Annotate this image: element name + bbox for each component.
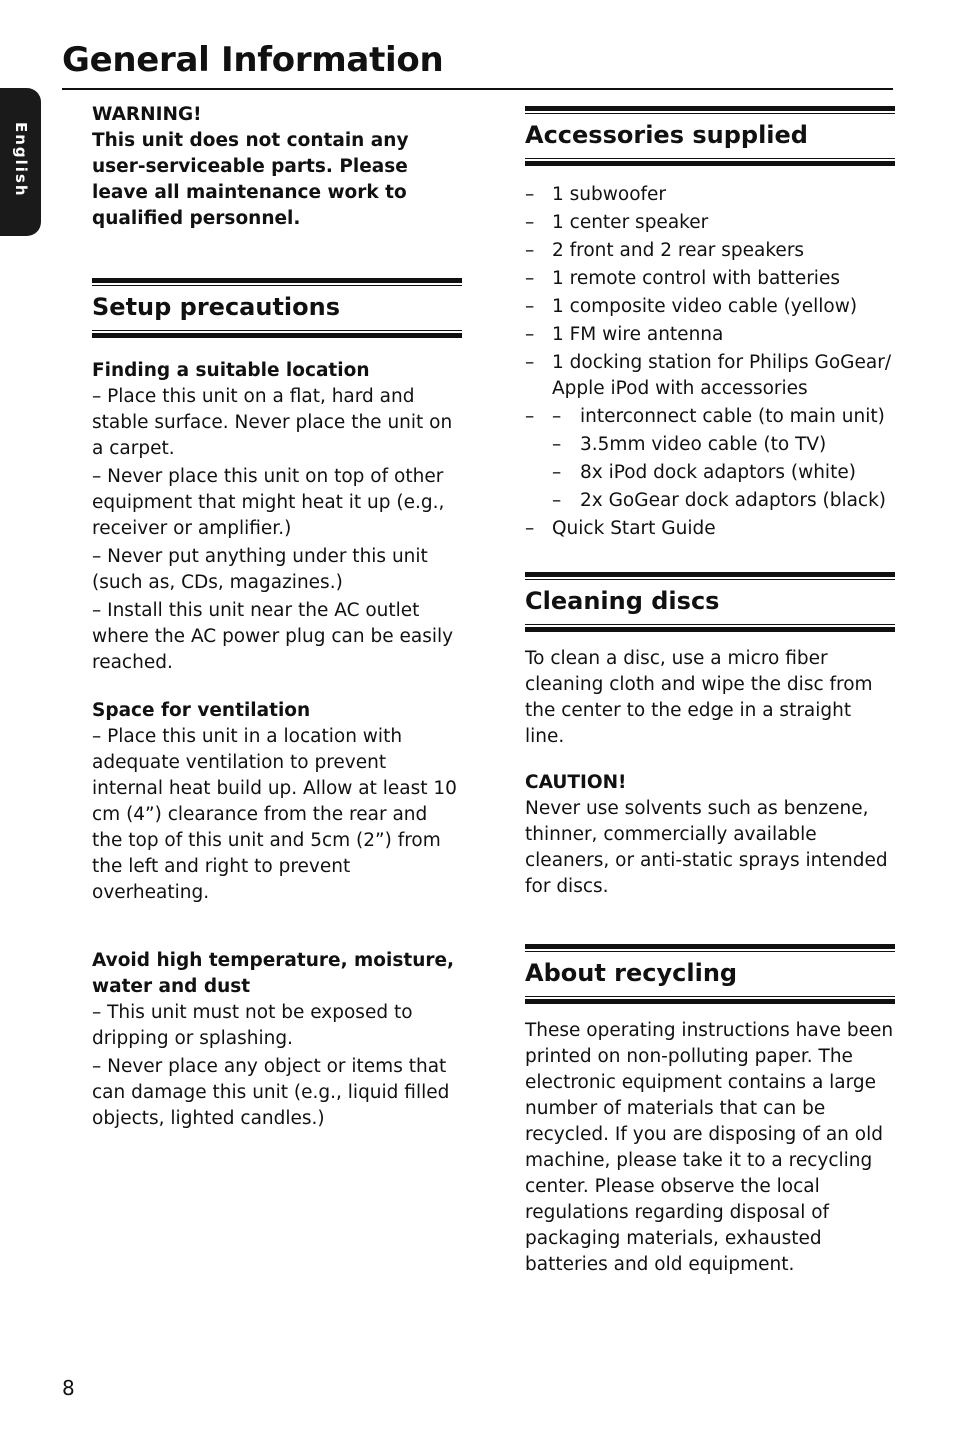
- recycling-title: About recycling: [525, 959, 738, 987]
- accessory-item: – 1 remote control with batteries: [525, 266, 895, 292]
- section-rule: [525, 572, 895, 577]
- caution-text: Never use solvents such as benzene, thinner, commercially available cleaners, or anti-static sprays intended for discs.: [525, 798, 888, 897]
- title-rule: [62, 88, 893, 90]
- accessory-sub-item: – 2x GoGear dock adaptors (black): [552, 488, 895, 514]
- section-rule: [525, 944, 895, 949]
- accessory-item: – 2 front and 2 rear speakers: [525, 238, 895, 264]
- language-tab-label: English: [12, 122, 30, 198]
- accessory-item: – Quick Start Guide: [525, 516, 895, 542]
- accessory-item: – 1 center speaker: [525, 210, 895, 236]
- recycling-section-header: [525, 944, 895, 1004]
- cleaning-title: Cleaning discs: [525, 587, 720, 615]
- location-item: – Never place this unit on top of other equipment that might heat it up (e.g., receiver or amplifier.): [92, 466, 445, 539]
- accessory-item: – 1 FM wire antenna: [525, 322, 895, 348]
- accessory-item: – 1 composite video cable (yellow): [525, 294, 895, 320]
- location-item: – Never put anything under this unit (such as, CDs, magazines.): [92, 546, 428, 593]
- avoid-item: – Never place any object or items that can damage this unit (e.g., liquid filled objects, lighted candles.): [92, 1056, 450, 1129]
- warning-label: WARNING!: [92, 104, 202, 125]
- section-rule: [92, 278, 462, 283]
- cleaning-text: To clean a disc, use a micro fiber cleaning cloth and wipe the disc from the center to the edge in a straight line.: [525, 648, 873, 747]
- accessory-sub-item: – 8x iPod dock adaptors (white): [552, 460, 895, 486]
- ventilation-subheading: Space for ventilation: [92, 700, 311, 721]
- section-rule: [92, 333, 462, 338]
- left-column: [92, 102, 462, 1132]
- section-rule: [525, 158, 895, 159]
- accessory-sub-item: – – interconnect cable (to main unit): [552, 404, 895, 430]
- cleaning-section-header: [525, 572, 895, 632]
- accessories-title: Accessories supplied: [525, 121, 808, 149]
- location-subheading: Finding a suitable location: [92, 360, 370, 381]
- caution-label: CAUTION!: [525, 772, 627, 793]
- accessory-item: – 1 subwoofer: [525, 182, 895, 208]
- warning-text: This unit does not contain any user-serviceable parts. Please leave all maintenance work to qualified personnel.: [92, 130, 409, 229]
- section-rule: [525, 999, 895, 1004]
- recycling-text: These operating instructions have been printed on non-polluting paper. The electronic equipment contains a large number of materials that can be recycled. If you are disposing of an old machine, please take it to a recycling center. Please observe the local regulations regarding disposal of packaging materials, exhausted batteries and old equipment.: [525, 1020, 894, 1275]
- setup-section-header: [92, 278, 462, 338]
- section-rule: [525, 624, 895, 625]
- accessories-list: [525, 182, 895, 542]
- avoid-item: – This unit must not be exposed to dripping or splashing.: [92, 1002, 413, 1049]
- location-item: – Place this unit on a flat, hard and stable surface. Never place the unit on a carpet.: [92, 386, 453, 459]
- page-title: General Information: [62, 40, 444, 80]
- section-rule: [525, 106, 895, 111]
- section-rule: [525, 996, 895, 997]
- accessories-section-header: [525, 106, 895, 166]
- section-rule: [525, 627, 895, 632]
- page-number: 8: [62, 1376, 75, 1400]
- location-item: – Install this unit near the AC outlet where the AC power plug can be easily reached.: [92, 600, 454, 673]
- accessory-item: – 1 docking station for Philips GoGear/ Apple iPod with accessories: [525, 350, 895, 402]
- right-column: [525, 106, 895, 1278]
- setup-title: Setup precautions: [92, 293, 341, 321]
- section-rule: [92, 330, 462, 331]
- avoid-subheading: Avoid high temperature, moisture, water and dust: [92, 950, 455, 997]
- accessory-sublist: [552, 404, 895, 514]
- accessory-sub-item: – 3.5mm video cable (to TV): [552, 432, 895, 458]
- ventilation-item: – Place this unit in a location with adequate ventilation to prevent internal heat build up. Allow at least 10 cm (4”) clearance from the rear and the top of this unit and 5cm (2”) from the left and right to prevent overheating.: [92, 726, 457, 903]
- section-rule: [525, 161, 895, 166]
- warning-block: [92, 102, 462, 232]
- accessory-sublist-wrapper: [525, 404, 895, 514]
